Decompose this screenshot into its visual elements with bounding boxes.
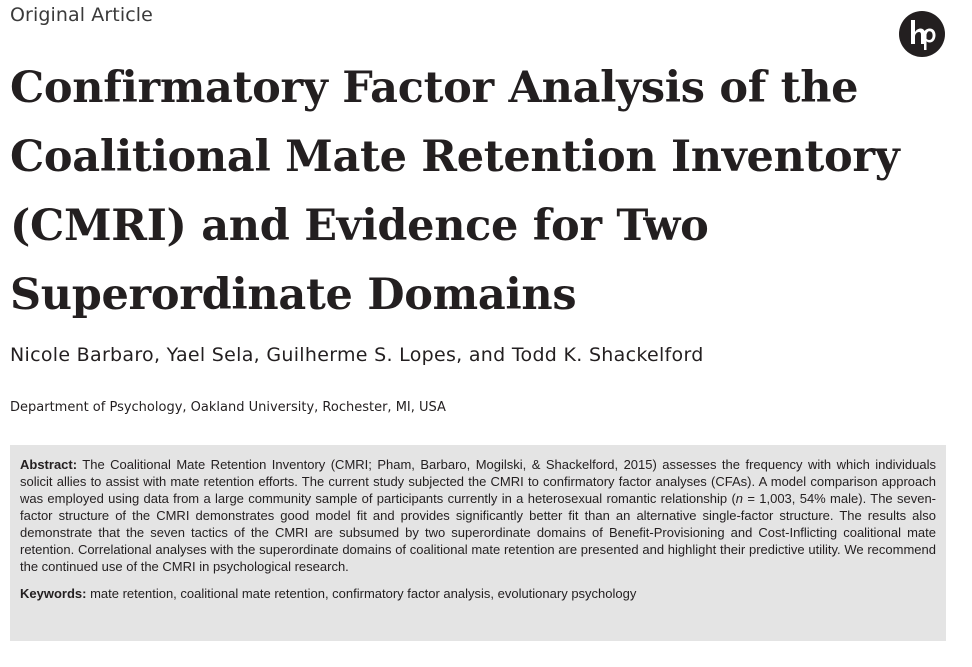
abstract-text-part1: The Coalitional Mate Retention Inventory (CMRI; Pham, Barbaro, Mogilski, & Shackelford, 2015) assesses the frequency with which individuals solicit allies to assist with mate retention efforts. The current study subjected the CMRI to confirmatory factor analyses (CFAs). A model comparison approach was employed using data from a large community sample of participants currently in a heterosexual romantic relationship ( — [20, 457, 936, 506]
title-line: (CMRI) and Evidence for Two — [10, 201, 709, 251]
article-title — [10, 54, 960, 330]
keywords-paragraph — [20, 585, 936, 602]
author-list: Nicole Barbaro, Yael Sela, Guilherme S. Lopes, and Todd K. Shackelford — [10, 344, 704, 366]
abstract-paragraph — [20, 456, 936, 575]
abstract-n-symbol: n — [735, 491, 744, 506]
title-line: Confirmatory Factor Analysis of the — [10, 63, 859, 113]
keywords-label: Keywords: — [20, 586, 87, 601]
article-type-label: Original Article — [10, 4, 153, 26]
title-line: Superordinate Domains — [10, 270, 577, 320]
abstract-label: Abstract: — [20, 457, 78, 472]
keywords-list: mate retention, coalitional mate retention, confirmatory factor analysis, evolutionary psychology — [86, 586, 637, 601]
title-line: Coalitional Mate Retention Inventory — [10, 132, 900, 182]
abstract-box — [10, 445, 946, 641]
author-affiliation: Department of Psychology, Oakland University, Rochester, MI, USA — [10, 400, 446, 415]
hp-publisher-logo-icon — [898, 10, 946, 58]
abstract-text-part2: = 1,003, 54% male). The seven-factor structure of the CMRI demonstrates good model fit and provides significantly better fit than an alternative single-factor structure. The results also demonstrate that the seven tactics of the CMRI are subsumed by two superordinate domains of Benefit-Provisioning and Cost-Inflicting coalitional mate retention. Correlational analyses with the superordinate domains of coalitional mate retention are presented and highlight their predictive utility. We recommend the continued use of the CMRI in psychological research. — [20, 491, 936, 574]
